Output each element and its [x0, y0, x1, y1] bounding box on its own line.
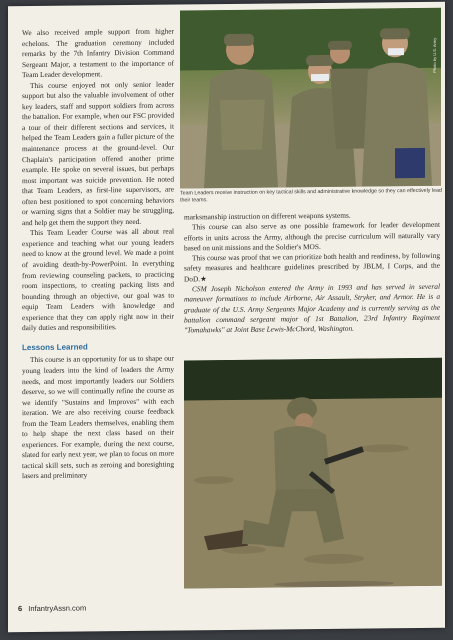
paragraph: This Team Leader Course was all about real experience and teaching what our young leaders need to know at the ground level. We made a point of avoiding death-by-PowerPoint. In everything from reviewing counseling packets, to practicing room inspections, to creating packing lists and bounding through an objective, our goal was to equip Team Leaders with knowledge and experience that they can apply right now in their daily duties and responsibilities. — [22, 226, 174, 333]
footer-site: InfantryAssn.com — [28, 603, 87, 614]
paragraph: This course is an opportunity for us to shape our young leaders into the kind of leaders the Army needs, and most importantly leaders our Soldiers deserve, so we will continually refine the course as we identify "Sustains and Improves" with each iteration. We are also receiving course feedback from the Team Leaders themselves, enabling them to help shape the next class based on their experiences. For example, during the next course, slated for early next year, we plan to focus on more tactical skill sets, such as zeroing and boresighting lasers and preliminary — [22, 353, 174, 481]
photo-caption: Team Leaders receive instruction on key tactical skills and administrative knowledge so they can effectively lead their teams. — [180, 187, 442, 204]
soldiers-scene-illustration — [180, 8, 441, 189]
left-text-column — [22, 27, 174, 483]
kneeling-soldier-photo — [184, 358, 442, 589]
page-number: 6 — [18, 604, 23, 614]
page-footer — [18, 603, 86, 613]
paragraph: This course enjoyed not only senior leader support but also the valuable involvement of other key leaders, staff and support soldiers from across the battalion. For example, when our FSC provided a tour of their different sections and services, it helped the Team Leaders gain a fuller picture of the maintenance process at the ground-level. Our Chaplain's participation offered another prime example. He spoke on several issues, but perhaps most important was suicide prevention. He noted that Team Leaders, as first-line supervisors, are often best positioned to spot concerning behaviors or warning signs that a Soldier may be struggling, and help get them the support they need. — [22, 79, 174, 227]
photo-credit: Photo by U.S. Army — [432, 37, 437, 73]
paragraph: This course was proof that we can prioritize both health and readiness, by following safety measures and healthcare guidelines prescribed by JBLM, I Corps, and the DoD.★ — [184, 250, 440, 284]
soldiers-instruction-photo — [180, 8, 441, 189]
paragraph: This course can also serve as one possible framework for leader development efforts in units across the Army, although the precise curriculum will naturally vary based on unit missions and the Soldier's MOS. — [184, 220, 440, 253]
kneeling-soldier-illustration — [184, 358, 442, 589]
magazine-page — [8, 2, 445, 633]
section-heading: Lessons Learned — [22, 342, 88, 353]
author-bio: CSM Joseph Nicholson entered the Army in 1993 and has served in several maneuver formations to include Airborne, Air Assault, Stryker, and Armor. He is a graduate of the U.S. Army Sergeants Major Academy and is currently serving as the battalion command sergeant major of 1st Battalion, 23rd Infantry Regiment "Tomahawks" at Joint Base Lewis-McChord, Washington. — [184, 281, 440, 335]
paragraph: We also received ample support from higher echelons. The graduation ceremony included remarks by the 7th Infantry Division Command Sergeant Major, a testament to the importance of Team Leader development. — [22, 26, 174, 80]
right-text-column — [184, 210, 440, 336]
paragraph: marksmanship instruction on different weapons systems. — [184, 210, 351, 222]
